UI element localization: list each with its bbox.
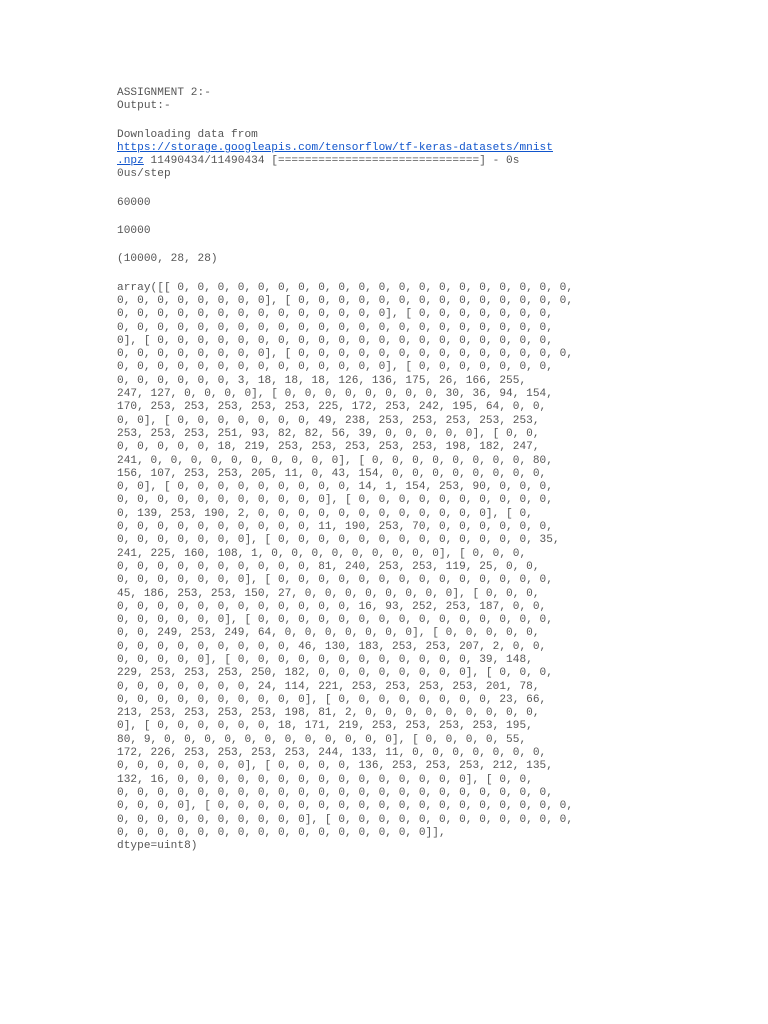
array-line: 241, 0, 0, 0, 0, 0, 0, 0, 0, 0, 0], [ 0, 0, 0, 0, 0, 0, 0, 0, 80, — [117, 454, 553, 467]
spacer — [117, 210, 657, 225]
download-url-line-1[interactable] — [117, 142, 657, 155]
array-line: 253, 253, 253, 251, 93, 82, 82, 56, 39, 0, 0, 0, 0, 0], [ 0, 0, — [117, 427, 540, 440]
array-line: 0, 0, 0, 0, 0, 0, 0], [ 0, 0, 0, 0, 136, 253, 253, 253, 212, 135, — [117, 760, 553, 773]
download-block — [117, 129, 657, 182]
array-line: 156, 107, 253, 253, 205, 11, 0, 43, 154, 0, 0, 0, 0, 0, 0, 0, 0, — [117, 467, 547, 480]
download-progress: 11490434/11490434 [==============================] - 0s — [143, 155, 520, 168]
dataset-url-link[interactable]: https://storage.googleapis.com/tensorflow/tf-keras-datasets/mnist — [117, 141, 553, 154]
download-step: 0us/step — [117, 168, 171, 181]
array-line: dtype=uint8) — [117, 840, 198, 853]
array-output — [117, 282, 657, 854]
array-line: 45, 186, 253, 253, 150, 27, 0, 0, 0, 0, 0, 0, 0, 0], [ 0, 0, 0, — [117, 587, 540, 600]
array-line: 172, 226, 253, 253, 253, 253, 244, 133, 11, 0, 0, 0, 0, 0, 0, 0, — [117, 747, 547, 760]
test-count: 10000 — [117, 225, 151, 238]
array-line: 80, 9, 0, 0, 0, 0, 0, 0, 0, 0, 0, 0, 0, 0], [ 0, 0, 0, 0, 55, — [117, 733, 527, 746]
array-line: 0, 0, 0, 0, 0, 0, 0, 24, 114, 221, 253, 253, 253, 253, 201, 78, — [117, 680, 540, 693]
array-line: 213, 253, 253, 253, 253, 198, 81, 2, 0, 0, 0, 0, 0, 0, 0, 0, 0, — [117, 707, 540, 720]
download-prefix: Downloading data from — [117, 128, 258, 141]
shape-output: (10000, 28, 28) — [117, 253, 218, 266]
spacer — [117, 238, 657, 253]
download-url-line-2 — [117, 155, 657, 168]
array-line: 0, 0, 249, 253, 249, 64, 0, 0, 0, 0, 0, 0, 0], [ 0, 0, 0, 0, 0, — [117, 627, 540, 640]
assignment-heading: ASSIGNMENT 2:- — [117, 87, 211, 99]
array-line: 0, 0, 0, 0, 0, 0, 0, 0, 0, 0], [ 0, 0, 0, 0, 0, 0, 0, 0, 23, 66, — [117, 693, 547, 706]
array-line: 0, 0], [ 0, 0, 0, 0, 0, 0, 0, 0, 0, 14, 1, 154, 253, 90, 0, 0, 0, — [117, 481, 553, 494]
array-line: 0, 0, 0, 0, 0, 0, 3, 18, 18, 18, 126, 136, 175, 26, 166, 255, — [117, 374, 527, 387]
array-line: 241, 225, 160, 108, 1, 0, 0, 0, 0, 0, 0, 0, 0, 0], [ 0, 0, 0, — [117, 547, 527, 560]
array-line: 0, 0, 0, 0, 0, 0, 0, 0, 0, 46, 130, 183, 253, 253, 207, 2, 0, 0, — [117, 640, 547, 653]
output-label: Output:- — [117, 100, 171, 113]
array-line: 0, 0, 0, 0, 0, 0, 0, 0, 0, 0, 0, 0, 0, 0, 0, 0]], — [117, 826, 446, 839]
array-line: 0, 0, 0, 0, 0, 0, 0, 0, 0, 0, 81, 240, 253, 253, 119, 25, 0, 0, — [117, 560, 540, 573]
array-line: 0, 0, 0, 0, 0], [ 0, 0, 0, 0, 0, 0, 0, 0, 0, 0, 0, 0, 39, 148, — [117, 653, 533, 666]
array-line: 0, 0, 0, 0, 0, 0], [ 0, 0, 0, 0, 0, 0, 0, 0, 0, 0, 0, 0, 0, 0, 0, — [117, 614, 553, 627]
array-line: 0, 0, 0, 0, 0, 0, 0, 0, 0, 0, 0, 0, 0, 0, 0, 0, 0, 0, 0, 0, 0, 0, — [117, 786, 553, 799]
array-line: 0, 0, 0, 0, 0, 0, 0, 0, 0, 0, 0], [ 0, 0, 0, 0, 0, 0, 0, 0, 0, 0, — [117, 494, 553, 507]
array-line: 0, 0, 0, 0, 0, 0, 0, 0], [ 0, 0, 0, 0, 0, 0, 0, 0, 0, 0, 0, 0, 0, 0, — [117, 294, 574, 307]
document-page — [117, 87, 657, 853]
array-line: 0, 139, 253, 190, 2, 0, 0, 0, 0, 0, 0, 0, 0, 0, 0, 0, 0], [ 0, — [117, 507, 533, 520]
spacer — [117, 267, 657, 282]
train-count: 60000 — [117, 196, 151, 209]
array-line: 0, 0, 0, 0, 0, 0, 0, 0, 0, 0, 0, 0, 0, 0], [ 0, 0, 0, 0, 0, 0, 0, — [117, 308, 553, 321]
array-line: 229, 253, 253, 253, 250, 182, 0, 0, 0, 0, 0, 0, 0, 0], [ 0, 0, 0, — [117, 667, 553, 680]
array-line: 0, 0, 0, 0], [ 0, 0, 0, 0, 0, 0, 0, 0, 0, 0, 0, 0, 0, 0, 0, 0, 0, 0, — [117, 800, 574, 813]
array-line: 0, 0, 0, 0, 0, 0, 0, 0, 0, 0, 0, 0, 16, 93, 252, 253, 187, 0, 0, — [117, 600, 547, 613]
array-line: 0], [ 0, 0, 0, 0, 0, 0, 0, 0, 0, 0, 0, 0, 0, 0, 0, 0, 0, 0, 0, 0, — [117, 334, 553, 347]
array-line: 0, 0, 0, 0, 0, 0, 0], [ 0, 0, 0, 0, 0, 0, 0, 0, 0, 0, 0, 0, 0, 35, — [117, 534, 560, 547]
spacer — [117, 114, 657, 129]
array-line: 0, 0, 0, 0, 0, 0, 0, 0], [ 0, 0, 0, 0, 0, 0, 0, 0, 0, 0, 0, 0, 0, 0, — [117, 348, 574, 361]
array-line: 0, 0, 0, 0, 0, 0, 0, 0, 0, 0, 0, 0, 0, 0, 0, 0, 0, 0, 0, 0, 0, 0, — [117, 321, 553, 334]
array-line: 0], [ 0, 0, 0, 0, 0, 0, 18, 171, 219, 253, 253, 253, 253, 195, — [117, 720, 533, 733]
spacer — [117, 182, 657, 197]
array-line: 132, 16, 0, 0, 0, 0, 0, 0, 0, 0, 0, 0, 0, 0, 0, 0, 0], [ 0, 0, — [117, 773, 533, 786]
array-line: 0, 0, 0, 0, 0, 0, 0], [ 0, 0, 0, 0, 0, 0, 0, 0, 0, 0, 0, 0, 0, 0, — [117, 574, 553, 587]
array-line: 0, 0, 0, 0, 0, 0, 0, 0, 0, 0], [ 0, 0, 0, 0, 0, 0, 0, 0, 0, 0, 0, 0, — [117, 813, 574, 826]
dataset-url-link-end[interactable]: .npz — [117, 155, 144, 168]
array-line: 0, 0, 0, 0, 0, 18, 219, 253, 253, 253, 253, 253, 198, 182, 247, — [117, 441, 540, 454]
array-line: 170, 253, 253, 253, 253, 253, 225, 172, 253, 242, 195, 64, 0, 0, — [117, 401, 547, 414]
array-line: array([[ 0, 0, 0, 0, 0, 0, 0, 0, 0, 0, 0, 0, 0, 0, 0, 0, 0, 0, 0, 0, — [117, 281, 574, 294]
array-line: 0, 0, 0, 0, 0, 0, 0, 0, 0, 0, 11, 190, 253, 70, 0, 0, 0, 0, 0, 0, — [117, 521, 553, 534]
array-line: 247, 127, 0, 0, 0, 0], [ 0, 0, 0, 0, 0, 0, 0, 0, 30, 36, 94, 154, — [117, 388, 553, 401]
array-line: 0, 0, 0, 0, 0, 0, 0, 0, 0, 0, 0, 0, 0, 0], [ 0, 0, 0, 0, 0, 0, 0, — [117, 361, 553, 374]
array-line: 0, 0], [ 0, 0, 0, 0, 0, 0, 0, 49, 238, 253, 253, 253, 253, 253, — [117, 414, 540, 427]
